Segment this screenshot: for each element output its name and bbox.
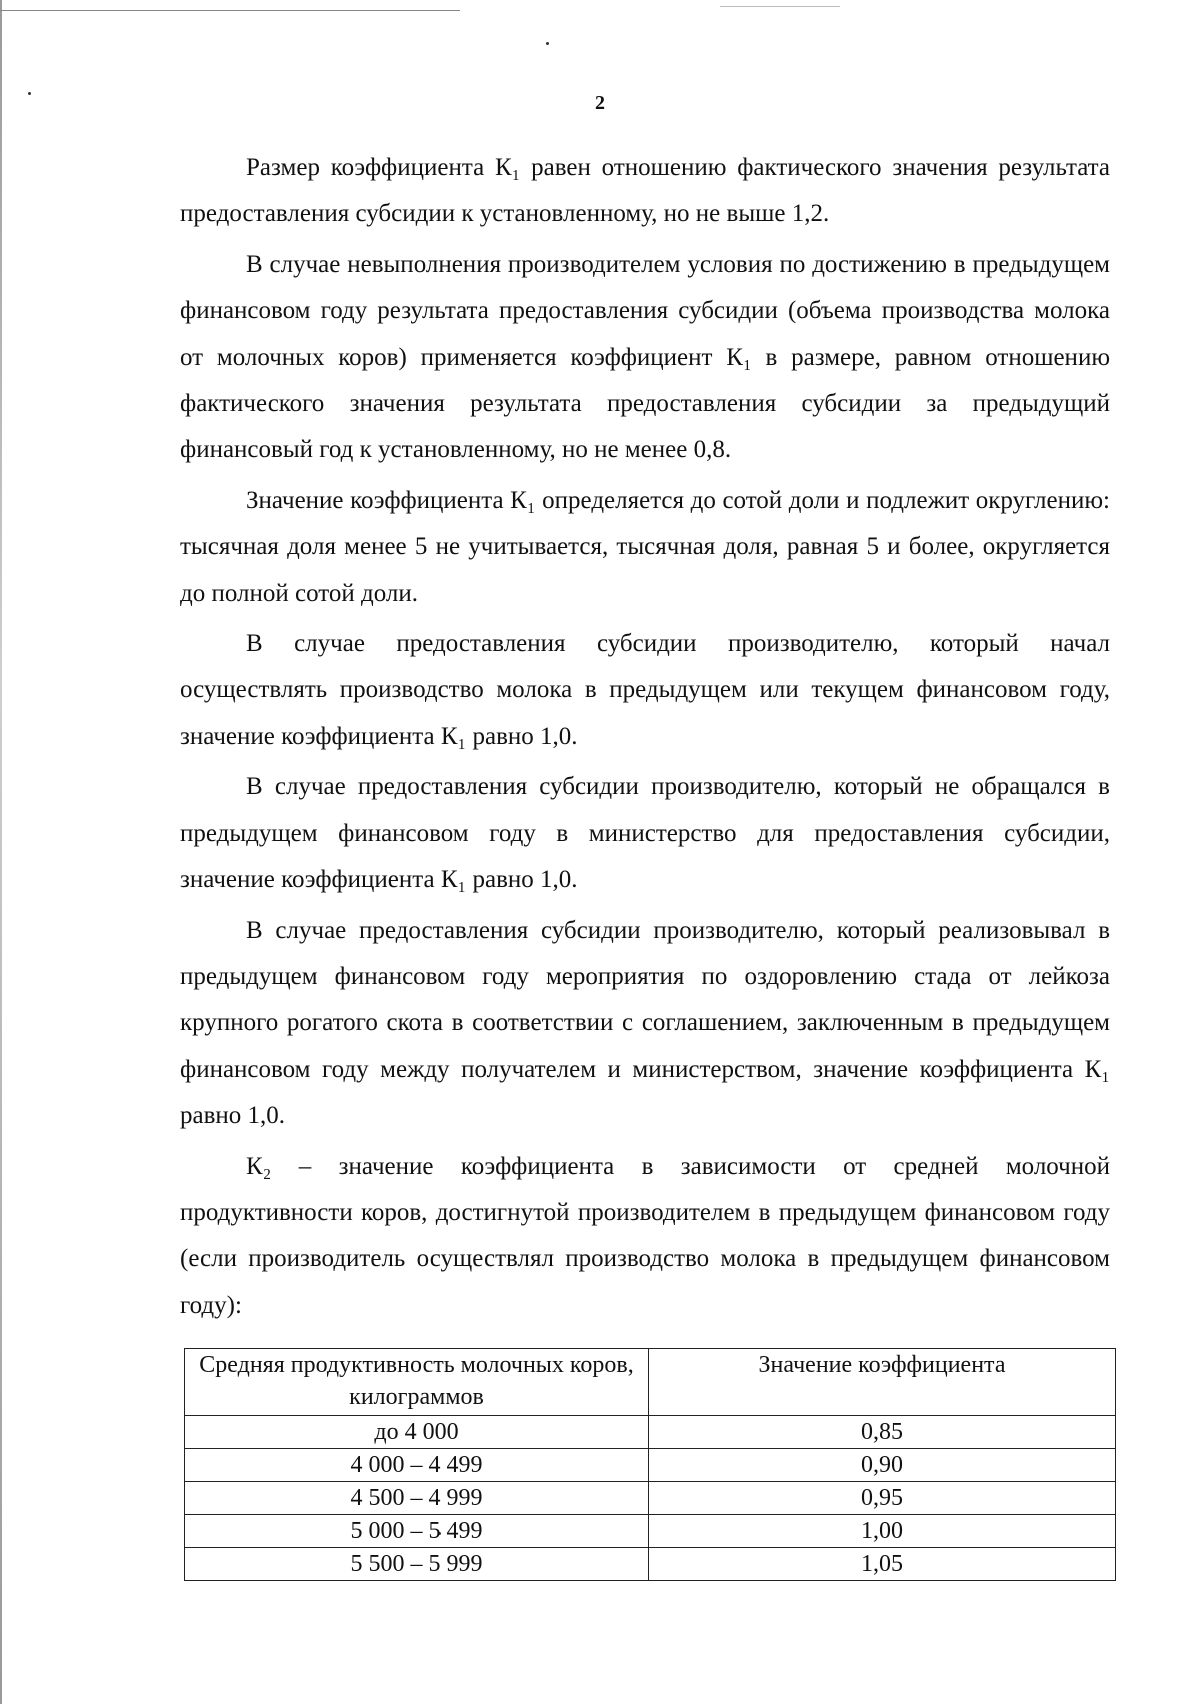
paragraph: Размер коэффициента К₁ равен отношению фактического значения результата предоставления субсидии к установленному, но не выше 1,2. (180, 154, 1110, 228)
paragraph: В случае предоставления субсидии производителю, который реализовывал в предыдущем финансовом году мероприятия по оздоровлению стада от лейкоза крупного рогатого скота в соответствии с соглашением, заключенным в предыдущем финансовом году между получателем и министерством, значение коэффициента К₁ равно 1,0. (180, 916, 1110, 1130)
paragraph: В случае предоставления субсидии производителю, который не обращался в предыдущем финансовом году в министерство для предоставления субсидии, значение коэффициента К₁ равно 1,0. (180, 773, 1110, 894)
productivity-cell: до 4 000 (185, 1416, 649, 1449)
scan-top-line (0, 10, 460, 11)
table-row (185, 1449, 1116, 1482)
header-coefficient: Значение коэффициента (649, 1349, 1116, 1416)
productivity-cell: 4 500 – 4 999 (185, 1482, 649, 1515)
scan-speck (546, 42, 549, 45)
table-header-row (185, 1349, 1116, 1416)
paragraph: В случае предоставления субсидии производителю, который начал осуществлять производство молока в предыдущем или текущем финансовом году, значение коэффициента К₁ равно 1,0. (180, 630, 1110, 750)
table-row (185, 1548, 1116, 1581)
paragraph: К₂ – значение коэффициента в зависимости от средней молочной продуктивности коров, достигнутой производителем в предыдущем финансовом году (если производитель осуществлял производство молока в предыдущем финансовом году): (180, 1152, 1110, 1319)
scan-edge (0, 0, 2, 1704)
productivity-cell: 5 000 – 5 499 (185, 1515, 649, 1548)
productivity-cell: 4 000 – 4 499 (185, 1449, 649, 1482)
scan-top-line (720, 6, 840, 7)
table-row (185, 1515, 1116, 1548)
productivity-cell: 5 500 – 5 999 (185, 1548, 649, 1581)
table-row (185, 1482, 1116, 1515)
table-row (185, 1416, 1116, 1449)
page-number: 2 (595, 92, 605, 114)
body-text (180, 145, 1110, 1333)
coefficient-cell: 0,90 (649, 1449, 1116, 1482)
paragraph: Значение коэффициента К₁ определяется до сотой доли и подлежит округлению: тысячная доля менее 5 не учитывается, тысячная доля, равная 5 и более, округляется до полной сотой доли. (180, 486, 1110, 607)
paragraph: В случае невыполнения производителем условия по достижению в предыдущем финансовом году результата предоставления субсидии (объема производства молока от молочных коров) применяется коэффициент К₁ в размере, равном отношению фактического значения результата предоставления субсидии за предыдущий финансовый год к установленному, но не менее 0,8. (180, 250, 1110, 464)
coefficient-cell: 1,05 (649, 1548, 1116, 1581)
coefficient-cell: 0,95 (649, 1482, 1116, 1515)
coefficient-table-wrap (184, 1348, 1116, 1581)
coefficient-table (184, 1348, 1116, 1581)
header-productivity: Средняя продуктивность молочных коров, килограммов (185, 1349, 649, 1416)
coefficient-cell: 1,00 (649, 1515, 1116, 1548)
coefficient-cell: 0,85 (649, 1416, 1116, 1449)
